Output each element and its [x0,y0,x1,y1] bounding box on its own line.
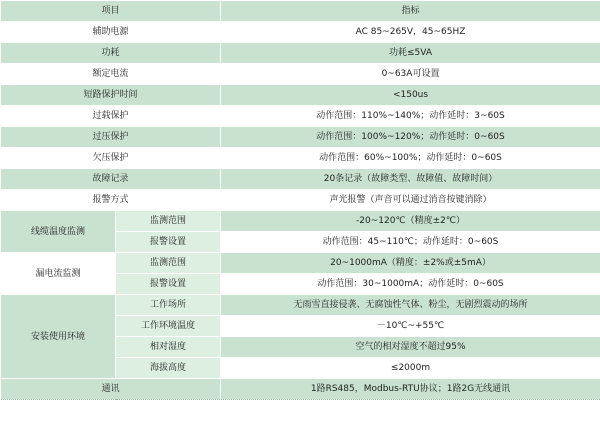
table-row [1,43,600,64]
row-label: 欠压保护 [1,148,221,169]
sub-label: 监测范围 [116,211,221,232]
row-label: 通讯 [1,379,221,400]
table-row [1,169,600,190]
table-row [1,85,600,106]
row-value: 0~63A可设置 [221,64,600,85]
row-value: 动作范围：60%~100%；动作延时：0~60S [221,148,600,169]
sub-label: 报警设置 [116,232,221,253]
table-row [1,190,600,211]
row-label: 短路保护时间 [1,85,221,106]
header-spec: 指标 [221,1,600,22]
header-row [1,1,600,22]
group-label-environment: 安装使用环境 [1,295,116,379]
sub-label: 工作环境温度 [116,316,221,337]
row-label: 功耗 [1,43,221,64]
row-label: 过载保护 [1,106,221,127]
group-label-leakage: 漏电流监测 [1,253,116,295]
row-value: AC 85~265V，45~65HZ [221,22,600,43]
row-value: -20~120℃（精度±2℃） [221,211,600,232]
table-row [1,22,600,43]
sub-label: 报警设置 [116,274,221,295]
row-value: 功耗≤5VA [221,43,600,64]
sub-label: 相对湿度 [116,337,221,358]
table-row [1,127,600,148]
row-label: 故障记录 [1,169,221,190]
row-label: 报警方式 [1,190,221,211]
row-value: <150us [221,85,600,106]
row-value: 动作范围：30~1000mA；动作延时：0~60S [221,274,600,295]
row-value: 空气的相对湿度不超过95% [221,337,600,358]
row-label: 辅助电源 [1,22,221,43]
row-value: －10℃~+55℃ [221,316,600,337]
table-row [1,295,600,316]
row-value: 无雨雪直接侵袭、无腐蚀性气体、粉尘，无剧烈震动的场所 [221,295,600,316]
table-row [1,106,600,127]
sub-label: 监测范围 [116,253,221,274]
row-value: ≤2000m [221,358,600,379]
table-row [1,379,600,400]
table-row [1,253,600,274]
row-value: 动作范围：110%~140%；动作延时：3~60S [221,106,600,127]
table-row [1,148,600,169]
row-value: 声光报警（声音可以通过消音按键消除） [221,190,600,211]
table-row [1,64,600,85]
table-row [1,211,600,232]
row-value: 动作范围：100%~120%；动作延时：0~60S [221,127,600,148]
row-label: 额定电流 [1,64,221,85]
sub-label: 海拔高度 [116,358,221,379]
sub-label: 工作场所 [116,295,221,316]
row-label: 过压保护 [1,127,221,148]
row-value: 20条记录（故障类型、故障值、故障时间） [221,169,600,190]
row-value: 动作范围：45~110℃；动作延时：0~60S [221,232,600,253]
group-label-cable-temp: 线缆温度监测 [1,211,116,253]
row-value: 1路RS485，Modbus-RTU协议；1路2G无线通讯 [221,379,600,400]
row-value: 20~1000mA（精度：±2%或±5mA） [221,253,600,274]
header-item: 项目 [1,1,221,22]
